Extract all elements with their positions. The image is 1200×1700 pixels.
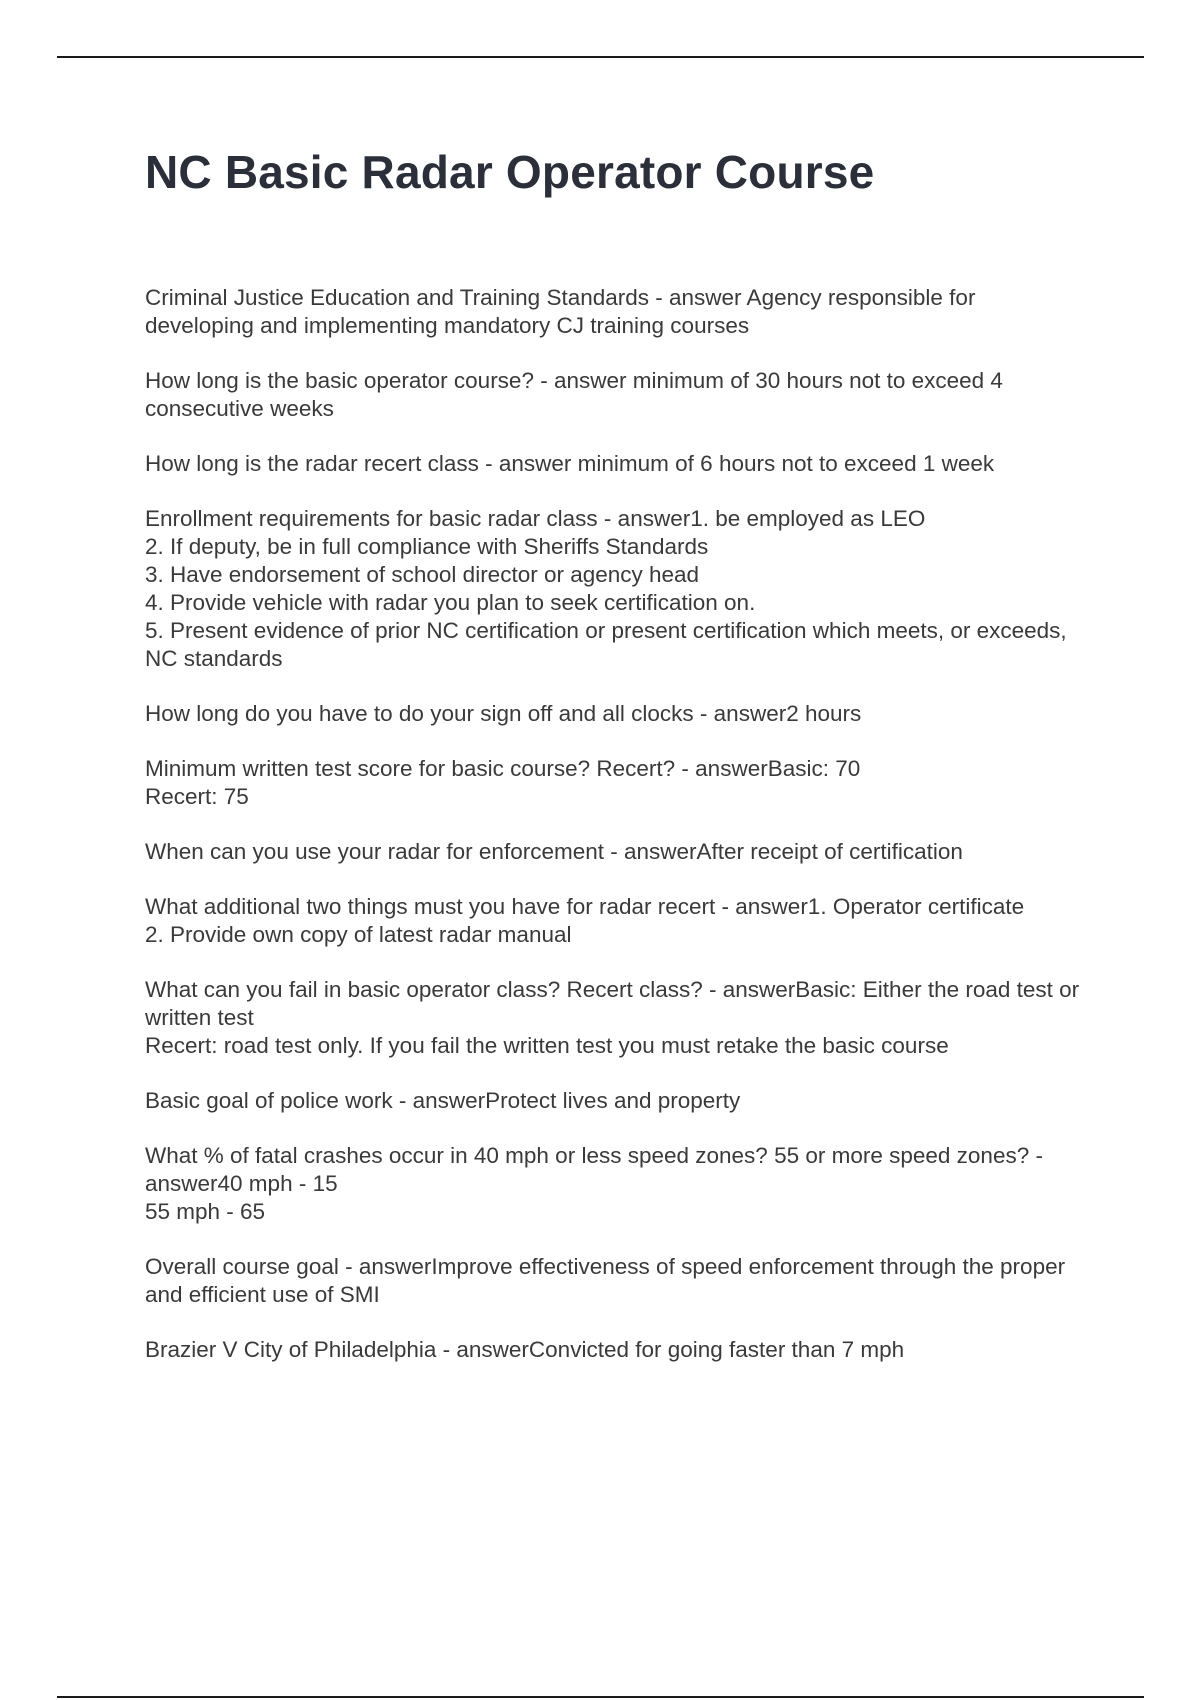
qa-list (145, 284, 1080, 1391)
qa-item (145, 755, 1080, 811)
qa-text: Recert: 75 (145, 784, 249, 809)
qa-text: How long do you have to do your sign off and all clocks - answer2 hours (145, 701, 862, 726)
qa-text: How long is the basic operator course? - answer minimum of 30 hours not to exceed 4 consecutive weeks (145, 368, 1003, 421)
qa-text: What % of fatal crashes occur in 40 mph or less speed zones? 55 or more speed zones? - answer40 mph - 15 (145, 1143, 1043, 1196)
qa-text: Enrollment requirements for basic radar class - answer1. be employed as LEO (145, 506, 926, 531)
qa-item (145, 1336, 1080, 1364)
top-divider (57, 56, 1144, 58)
qa-text: 2. Provide own copy of latest radar manual (145, 922, 572, 947)
qa-text: Overall course goal - answerImprove effectiveness of speed enforcement through the proper and efficient use of SMI (145, 1254, 1066, 1307)
qa-text: 55 mph - 65 (145, 1199, 266, 1224)
qa-text: What additional two things must you have for radar recert - answer1. Operator certificate (145, 894, 1025, 919)
qa-item (145, 450, 1080, 478)
qa-item (145, 700, 1080, 728)
qa-text: 5. Present evidence of prior NC certification or present certification which meets, or exceeds, NC standards (145, 618, 1067, 671)
qa-item (145, 1253, 1080, 1309)
qa-text: Brazier V City of Philadelphia - answerConvicted for going faster than 7 mph (145, 1337, 905, 1362)
qa-item (145, 505, 1080, 673)
qa-text: How long is the radar recert class - answer minimum of 6 hours not to exceed 1 week (145, 451, 995, 476)
qa-item (145, 284, 1080, 340)
qa-item (145, 838, 1080, 866)
qa-item (145, 893, 1080, 949)
bottom-divider (57, 1696, 1144, 1698)
page-title: NC Basic Radar Operator Course (145, 146, 875, 198)
qa-item (145, 976, 1080, 1060)
qa-text: 2. If deputy, be in full compliance with Sheriffs Standards (145, 534, 709, 559)
qa-text: 4. Provide vehicle with radar you plan to seek certification on. (145, 590, 756, 615)
qa-item (145, 367, 1080, 423)
qa-text: Minimum written test score for basic course? Recert? - answerBasic: 70 (145, 756, 861, 781)
qa-text: Criminal Justice Education and Training Standards - answer Agency responsible for developing and implementing mandatory CJ training courses (145, 285, 976, 338)
qa-text: Recert: road test only. If you fail the written test you must retake the basic course (145, 1033, 949, 1058)
qa-text: 3. Have endorsement of school director or agency head (145, 562, 700, 587)
qa-text: Basic goal of police work - answerProtect lives and property (145, 1088, 741, 1113)
qa-text: What can you fail in basic operator class? Recert class? - answerBasic: Either the road test or written test (145, 977, 1080, 1030)
qa-item (145, 1087, 1080, 1115)
qa-text: When can you use your radar for enforcement - answerAfter receipt of certification (145, 839, 963, 864)
qa-item (145, 1142, 1080, 1226)
